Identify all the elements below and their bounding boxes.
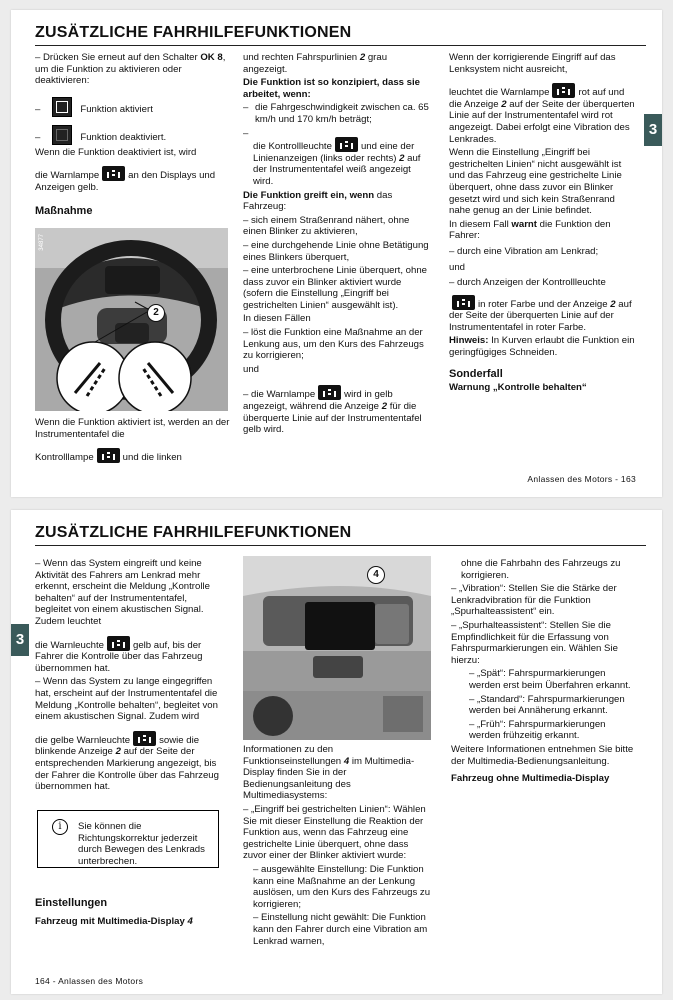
ref-number: 4 [343,755,350,767]
text: und eine der Linienanzeigen (links oder rechts) [253,141,415,164]
section-heading: Sonderfall [449,367,503,380]
text: – durch eine Vibration am Lenkrad; [449,245,599,257]
text: Wenn die Einstellung „Eingriff bei gestrichelten Linien“ nicht ausgewählt ist und das Fahrzeug eine gestrichelte Linie überquert, ohne dass zuvor ein Blinker gesetzt wird und sich kein Straßenrand nahe genug an der Linie befindet. [449,147,622,217]
ref-number: 2 [501,98,507,110]
text: – Einstellung nicht gewählt: Die Funktion kann den Fahrer durch eine Vibration am Lenkrad warnen, [253,912,428,947]
lane-warning-icon [552,83,575,98]
text: rot auf und die Anzeige [449,87,625,110]
info-icon: i [52,819,68,835]
column-3 [451,558,639,787]
text: – durch Anzeigen der Kontrollleuchte [449,277,606,289]
text: die Funktion den Fahrer: [449,218,611,242]
manual-page-163 [11,10,662,497]
ref-number: 4 [187,915,193,927]
steering-warning-icon [133,731,156,746]
section-heading: Maßnahme [35,204,93,217]
hint-label: Hinweis: [449,335,489,347]
steering-warning-icon [107,636,130,651]
text: die Warnleuchte [35,639,104,651]
text: die Warnlampe [35,170,100,182]
text: und [243,363,260,375]
page-title: ZUSÄTZLICHE FAHRHILFEFUNKTIONEN [35,24,352,41]
text: In diesem Fall [449,218,509,230]
text: in roter Farbe und der Anzeige [478,298,608,310]
text: Wenn der korrigierende Eingriff auf das Lenksystem nicht ausreicht, [449,52,616,75]
text: – Drücken Sie erneut auf den Schalter [35,52,198,63]
text: die Kontrollleuchte [253,141,332,153]
text: die Fahrgeschwindigkeit zwischen ca. 65 km/h und 170 km/h beträgt; [255,102,429,125]
lane-warning-icon [102,166,125,181]
text: auf der Instrumententafel weiß angezeigt wird. [253,152,421,187]
text: – eine durchgehende Linie ohne Betätigung eines Blinkers überquert, [243,239,429,263]
text: für die überquerte Linie auf der Instrumententafel gelb wird. [243,401,422,436]
text: im Multimedia-Display finden Sie in der Bedienungsanleitung des Multimediasystems: [243,755,415,802]
chapter-tab: 3 [11,624,29,656]
settings-section [35,898,225,929]
condition-heading: Die Funktion greift ein, wenn [243,189,375,201]
column-2: und rechten Fahrspurlinien 2 grau angezeigt. Die Funktion ist so konzipiert, dass sie arbeitet, wenn: – die Fahrgeschwindigkeit zwischen ca. 65 km/h und 170 km/h beträgt; – die Kontrollleuchte und eine der Linienanzeigen (links oder rechts) 2 auf der Instrumententafel weiß angezeigt wird. Die Funktion greift ein, wenn das Fahrzeug: – sich einem Straßenrand nähert, ohne einen Blinker zu aktivieren, – eine durchgehende Linie ohne Betätigung eines Blinkers überquert, – eine unterbrochene Linie überquert, ohne dass zuvor ein Blinker aktiviert wurde (sofern die Einstellung „Eingriff bei gestrichelten Linien“ ausgewählt ist). In diesen Fällen – löst die Funktion eine Maßnahme an der Lenkung aus, um den Kurs des Fahrzeugs zu korrigieren; und – die Warnlampe wird in gelb angezeigt, während die Anzeige 2 für die überquerte Linie auf der Instrumententafel gelb wird. [243,52,431,438]
text: warnt [511,218,537,230]
text: auf der Seite der überquerten Linie auf der Instrumententafel wird rot angezeigt. Dabei erfolgt eine Vibration des Lenkrades. [449,98,635,145]
ref-number: 2 [115,746,121,758]
text: sowie die blinkende Anzeige [35,734,200,758]
section-heading: Einstellungen [35,897,108,909]
ref-number: 2 [359,52,366,63]
text: wird in gelb angezeigt, während die Anzeige [243,389,393,413]
ref-number: 2 [399,152,405,164]
text: und [449,261,466,273]
text: – „Spurhalteassistent“: Stellen Sie die Empfindlichkeit für die Erfassung von Fahrspurmarkierungen ein. Wählen Sie hierzu: [451,619,618,666]
photo-code: 34877 [39,234,45,251]
ref-number: 2 [381,401,388,413]
lane-warning-icon [97,448,120,463]
lane-warning-icon [335,137,358,152]
text: – „Vibration“: Stellen Sie die Stärke der Lenkradvibration für die Funktion „Spurhalteassistent“ ein. [451,583,617,618]
title-rule [35,545,646,546]
text: – Wenn das System zu lange eingegriffen hat, erscheint auf der Instrumententafel die Meldung „Kontrolle behalten“, begleitet von einem akustischen Signal. Zudem wird [35,676,218,723]
subsection-heading: Warnung „Kontrolle behalten“ [449,382,587,394]
text: Informationen zu den Funktionseinstellungen [243,744,342,767]
text: und rechten Fahrspurlinien [243,52,358,63]
lane-warning-icon [318,385,341,400]
text: In diesen Fällen [243,313,311,325]
text: – eine unterbrochene Linie überquert, ohne dass zuvor ein Blinker aktiviert wurde (sofern die Einstellung „Eingriff bei gestrichelten Linien“ ausgewählt ist). [243,265,428,311]
page-footer: 164 - Anlassen des Motors [35,976,144,986]
column-3 [449,52,637,396]
text: grau angezeigt. [243,52,388,75]
function-active-label: Funktion aktiviert [80,103,153,115]
text: Weitere Informationen entnehmen Sie bitte der Multimedia-Bedienungsanleitung. [451,743,634,767]
text: – „Eingriff bei gestrichelten Linien“: Wählen Sie mit dieser Einstellung die Reaktion der Funktion aus, wenn das Fahrzeug eine gestrichelte Linie überquert, ohne dass zuvor einer der Blinker aktiviert wurde: [243,803,426,862]
note-text: Sie können die Richtungskorrektur jederzeit durch Bewegen des Lenkrads unterbrechen. [78,821,205,867]
text: , um die Funktion zu aktivieren oder deaktivieren: [35,52,226,87]
column-1 [35,558,225,795]
subsection-heading: Fahrzeug ohne Multimedia-Display [451,773,610,785]
text: leuchtet die Warnlampe [449,87,550,99]
text: – „Früh“: Fahrspurmarkierungen werden frühzeitig erkannt. [469,718,606,742]
subsection-heading: Fahrzeug mit Multimedia-Display [35,915,185,927]
page-footer: Anlassen des Motors - 163 [527,474,636,484]
ref-number: 2 [610,298,616,310]
text: das Fahrzeug: [243,189,393,213]
text: – löst die Funktion eine Maßnahme an der Lenkung aus, um den Kurs des Fahrzeugs zu korrigieren; [243,327,424,362]
switch-ref: OK 8 [200,52,223,63]
text: auf der Seite der überquerten Linie auf der Instrumententafel in roter Farbe. [449,298,632,333]
text: – ausgewählte Einstellung: Die Funktion kann eine Maßnahme an der Lenkung auslösen, um den Kurs des Fahrzeugs zu korrigieren; [253,863,431,910]
text: – „Standard“: Fahrspurmarkierungen werden bei Annäherung erkannt. [469,693,625,717]
text: In Kurven erlaubt die Funktion ein geringfügiges Schneiden. [449,335,635,359]
text: auf der Seite der entsprechenden Markierung angezeigt, bis der Fahrer die Kontrolle über das Fahrzeug übernommen hat. [35,746,219,793]
text: ohne die Fahrbahn des Fahrzeugs zu korrigieren. [461,558,621,581]
lane-warning-icon [452,295,475,310]
callout-4: 4 [367,566,385,584]
checkbox-checked-icon [52,97,72,117]
callout-2: 2 [147,304,165,322]
text: an den Displays und Anzeigen gelb. [35,170,216,193]
multimedia-display-photo [243,556,431,740]
text: Wenn die Funktion aktiviert ist, werden an der Instrumententafel die [35,417,230,440]
steering-wheel-photo [35,228,228,411]
condition-heading: Die Funktion ist so konzipiert, dass sie arbeitet, wenn: [243,77,420,100]
text: und die linken [122,452,182,464]
text: – sich einem Straßenrand nähert, ohne einen Blinker zu aktivieren, [243,214,410,238]
text: Kontrolllampe [35,452,94,464]
text: die gelbe Warnleuchte [35,734,131,746]
info-note [37,810,219,868]
text: – die Warnlampe [243,389,316,401]
text: – „Spät“: Fahrspurmarkierungen werden erst beim Überfahren erkannt. [469,668,631,691]
text: gelb auf, bis der Fahrer die Kontrolle über das Fahrzeug übernommen hat. [35,639,203,674]
column-2 [243,744,431,949]
column-1: – Drücken Sie erneut auf den Schalter OK 8, um die Funktion zu aktivieren oder deaktivieren: – Funktion aktiviert – Funktion deaktiviert. Wenn die Funktion deaktiviert ist, wird die Warnlampe an den Displays und Anzeigen gelb. Maßnahme 2 34877 Wenn die Funktion aktiviert ist, werden an der Instrumententafel die Kontrolllampe und die linken [35,52,230,464]
text: Wenn die Funktion deaktiviert ist, wird [35,146,197,158]
chapter-tab: 3 [644,114,662,146]
function-inactive-label: Funktion deaktiviert. [80,131,167,143]
text: – Wenn das System eingreift und keine Aktivität des Fahrers am Lenkrad mehr erkennt, erscheint die Meldung „Kontrolle behalten“ auf der Instrumententafel, begleitet von einem akustischen Signal. Zudem leuchtet [35,558,210,627]
checkbox-unchecked-icon [52,125,72,145]
page-title: ZUSÄTZLICHE FAHRHILFEFUNKTIONEN [35,524,352,541]
title-rule [35,45,646,46]
manual-page-164 [11,510,662,994]
